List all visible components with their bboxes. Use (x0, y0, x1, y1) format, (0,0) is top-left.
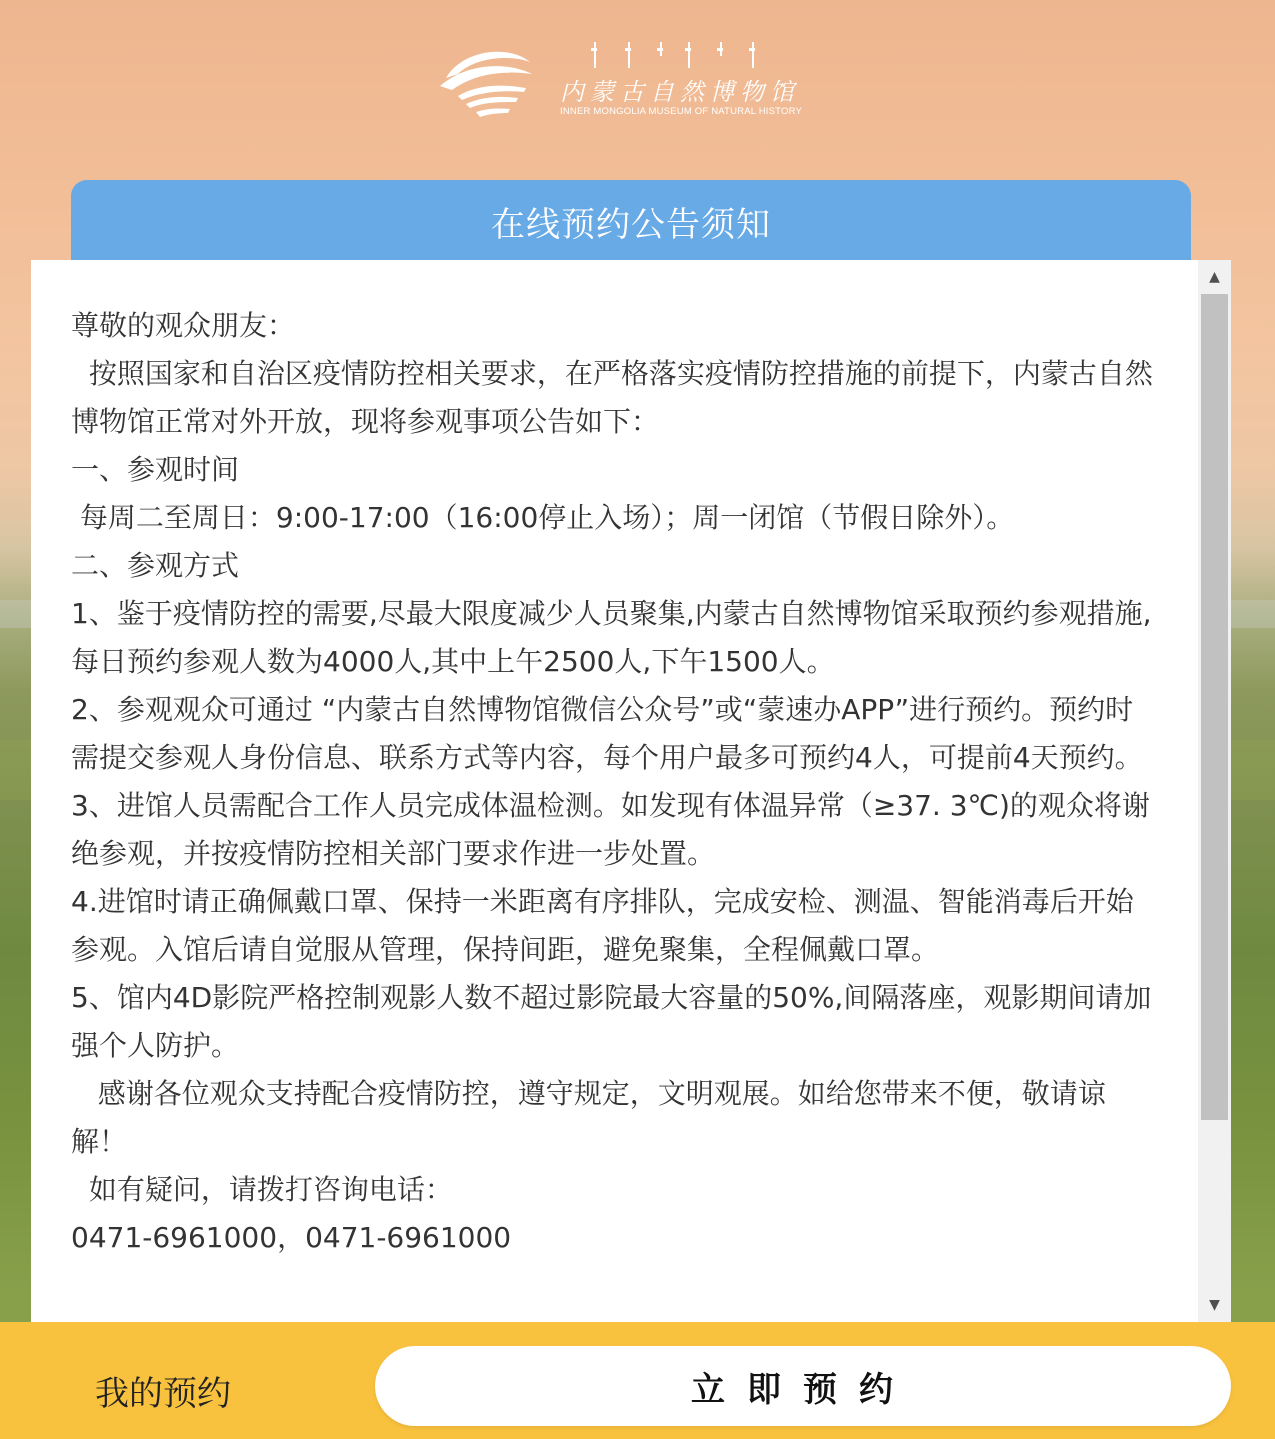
notice-paragraph: 0471-6961000，0471-6961000 (71, 1221, 512, 1254)
notice-paragraph: 5、馆内4D影院严格控制观影人数不超过影院最大容量的50%,间隔落座，观影期间请加强个人防护。 (71, 981, 1152, 1062)
mongolian-script (588, 36, 788, 70)
scroll-thumb[interactable] (1201, 294, 1228, 1120)
notice-content (71, 302, 1161, 1262)
scroll-up-arrow-icon[interactable]: ▲ (1209, 269, 1220, 285)
book-now-button[interactable]: 立即预约 (375, 1346, 1231, 1426)
logo-name-en: INNER MONGOLIA MUSEUM OF NATURAL HISTORY (560, 106, 803, 117)
notice-header (71, 180, 1191, 262)
notice-paragraph: 每周二至周日：9:00-17:00（16:00停止入场）；周一闭馆（节假日除外）。 (71, 501, 1015, 534)
notice-body[interactable] (31, 260, 1231, 1322)
notice-title: 在线预约公告须知 (491, 204, 771, 245)
notice-paragraph: 按照国家和自治区疫情防控相关要求，在严格落实疫情防控措施的前提下，内蒙古自然博物馆正常对外开放，现将参观事项公告如下： (71, 357, 1153, 438)
notice-paragraph: 如有疑问，请拨打咨询电话： (71, 1173, 453, 1206)
notice-scrollbar[interactable] (1198, 260, 1231, 1322)
my-booking-link[interactable]: 我的预约 (95, 1374, 231, 1414)
notice-paragraph: 4.进馆时请正确佩戴口罩、保持一米距离有序排队，完成安检、测温、智能消毒后开始参观。入馆后请自觉服从管理，保持间距，避免聚集，全程佩戴口罩。 (71, 885, 1134, 966)
museum-logo (438, 36, 830, 126)
notice-paragraph: 3、进馆人员需配合工作人员完成体温检测。如发现有体温异常（≥37. 3℃)的观众将谢绝参观，并按疫情防控相关部门要求作进一步处置。 (71, 789, 1150, 870)
notice-paragraph: 1、鉴于疫情防控的需要,尽最大限度减少人员聚集,内蒙古自然博物馆采取预约参观措施,每日预约参观人数为4000人,其中上午2500人,下午1500人。 (71, 597, 1152, 678)
notice-paragraph: 一、参观时间 (71, 453, 240, 486)
notice-paragraph: 2、参观观众可通过 “内蒙古自然博物馆微信公众号”或“蒙速办APP”进行预约。预约时需提交参观人身份信息、联系方式等内容，每个用户最多可预约4人，可提前4天预约。 (71, 693, 1143, 774)
notice-paragraph: 尊敬的观众朋友： (71, 309, 296, 342)
logo-name-cn: 内蒙古自然博物馆 (560, 78, 800, 106)
bottom-action-bar (0, 1322, 1275, 1439)
notice-paragraph: 二、参观方式 (71, 549, 240, 582)
scroll-down-arrow-icon[interactable]: ▼ (1209, 1297, 1220, 1313)
museum-emblem-icon (438, 40, 534, 120)
notice-paragraph: 感谢各位观众支持配合疫情防控，遵守规定，文明观展。如给您带来不便，敬请谅解！ (71, 1077, 1106, 1158)
